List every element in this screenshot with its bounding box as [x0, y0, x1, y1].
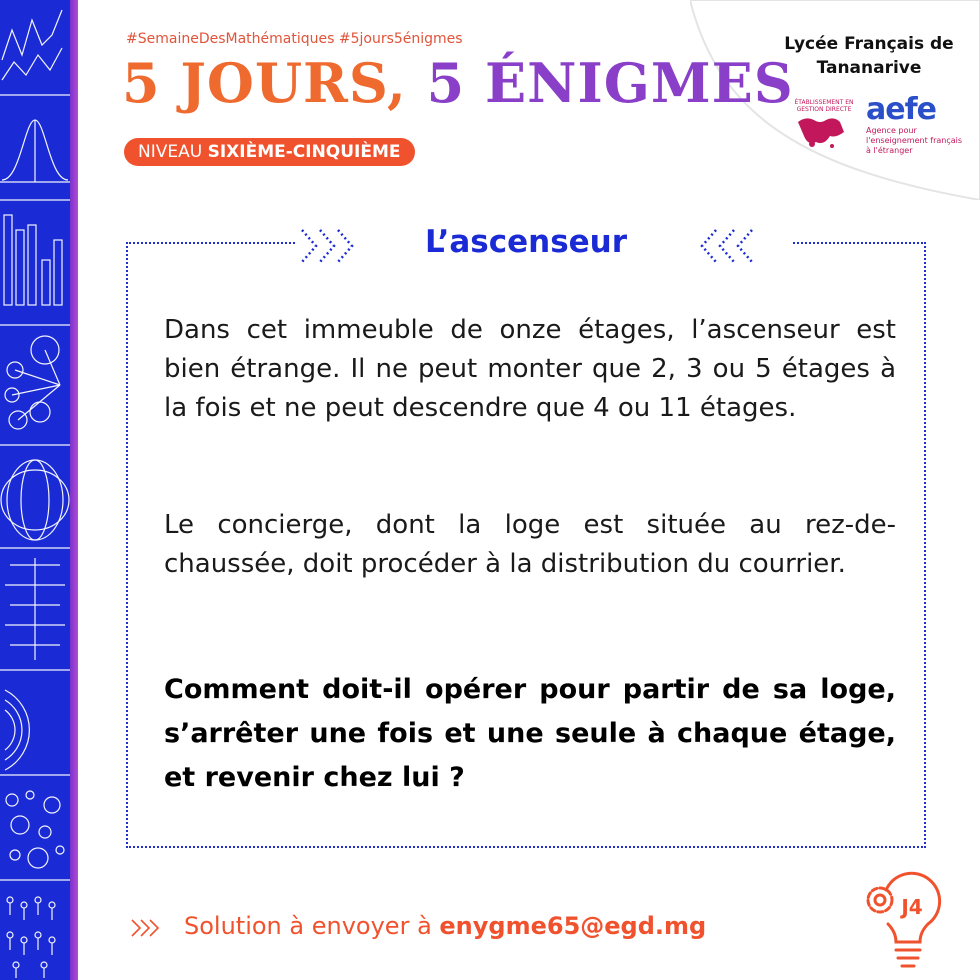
school-name-line2: Tananarive [816, 58, 922, 78]
decorative-strip-edge [70, 0, 78, 980]
footer-label: Solution à envoyer à [184, 912, 440, 940]
lightbulb-gear-icon [856, 866, 956, 976]
level-badge [124, 138, 415, 166]
aefe-subtitle: Agence pour l'enseignement français à l'étranger [866, 126, 963, 155]
chevrons-right-icon [298, 224, 364, 268]
title-part-days: 5 JOURS, [122, 51, 427, 115]
aefe-logo: aefe [866, 92, 936, 127]
page-title [122, 51, 794, 115]
footer-email: enygme65@egd.mg [439, 912, 707, 940]
level-name: SIXIÈME-CINQUIÈME [207, 142, 401, 162]
school-name [780, 32, 958, 80]
level-prefix: NIVEAU [138, 142, 208, 162]
puzzle-question: Comment doit-il opérer pour partir de sa loge, s’arrêter une fois et une seule à chaque étage, et revenir chez lui ? [164, 674, 896, 793]
math-pattern-icon [0, 0, 70, 980]
day-badge: J4 [901, 895, 923, 919]
chevrons-left-icon [690, 224, 756, 268]
chevrons-right-icon [130, 914, 162, 942]
footer-solution-text [184, 912, 706, 940]
decorative-strip [0, 0, 70, 980]
hashtags: #SemaineDesMathématiques #5jours5énigmes [126, 31, 463, 47]
school-name-line1: Lycée Français de [784, 34, 954, 54]
puzzle-paragraph-1: Dans cet immeuble de onze étages, l’ascenseur est bien étrange. Il ne peut monter que 2, 3 ou 5 étages à la fois et ne peut descendre que 4 ou 11 étages. [164, 315, 896, 423]
etablissement-label: ÉTABLISSEMENT EN GESTION DIRECTE [794, 99, 854, 113]
title-part-enigmas: 5 ÉNIGMES [426, 51, 794, 115]
puzzle-title: L’ascenseur [424, 224, 628, 260]
puzzle-paragraph-2: Le concierge, dont la loge est située au rez-de-chaussée, doit procéder à la distribution du courrier. [164, 510, 896, 579]
